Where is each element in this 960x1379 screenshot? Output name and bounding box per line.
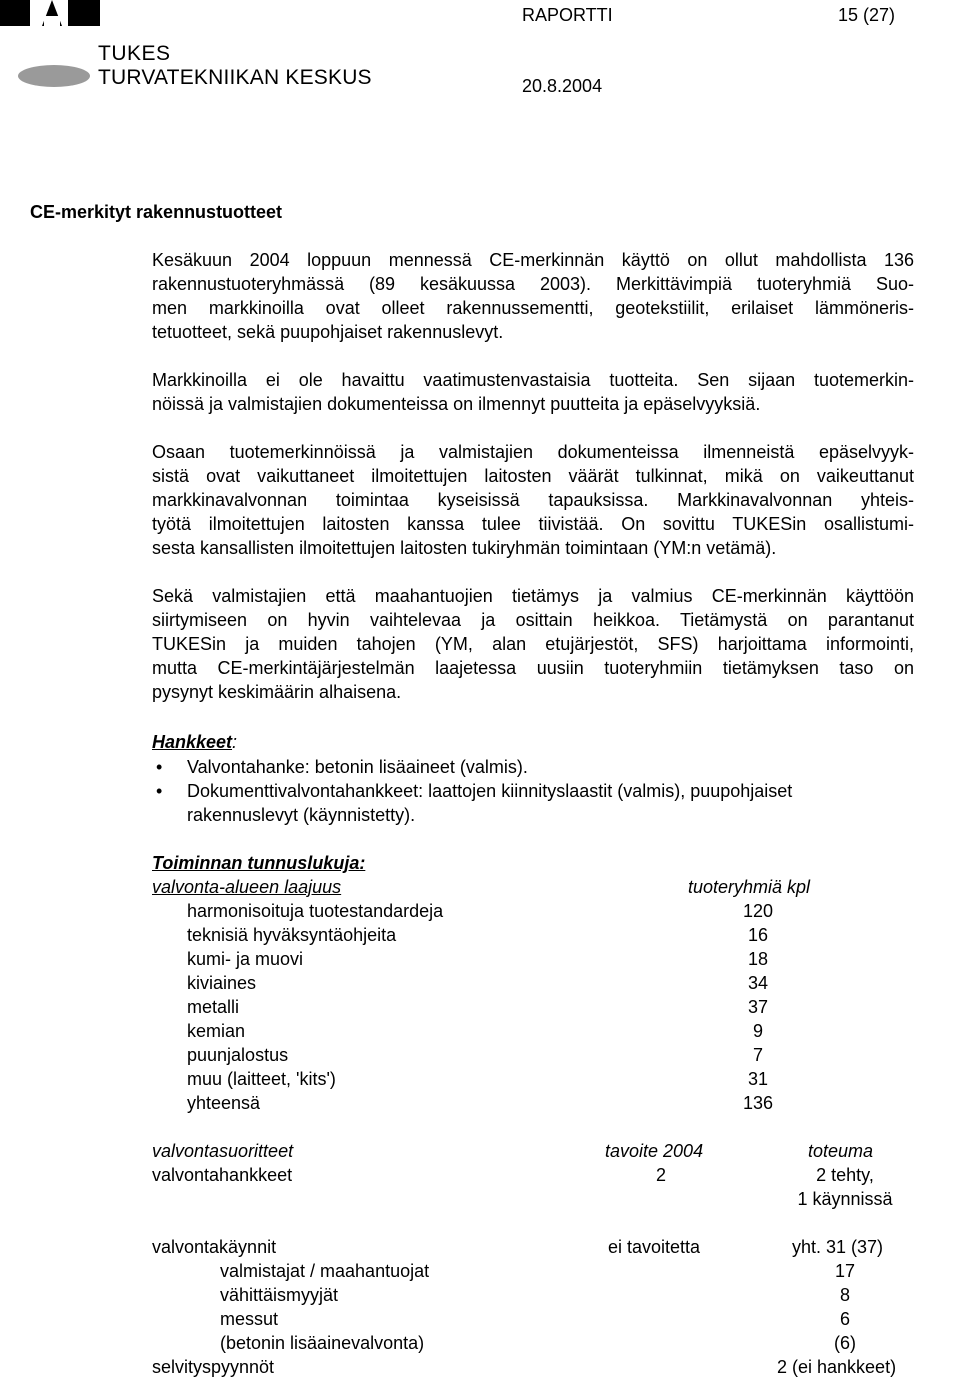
scope-row-value: 31 bbox=[747, 1069, 769, 1089]
tukes-logo-icon bbox=[0, 0, 100, 92]
text-line: rakennustuoteryhmässä (89 kesäkuussa 2003). Merkittävimpiä tuoteryhmiä Suo- bbox=[152, 274, 914, 294]
suoritteet-col1-header: valvontasuoritteet bbox=[152, 1141, 294, 1161]
scope-row-value: 120 bbox=[742, 901, 774, 921]
scope-column-header: valvonta-alueen laajuus bbox=[152, 877, 342, 897]
text-line: Sekä valmistajien että maahantuojien tietämys ja valmius CE-merkinnän käyttöön bbox=[152, 586, 914, 606]
scope-row-label: yhteensä bbox=[187, 1093, 261, 1113]
selvityspyynnot-result: 2 (ei hankkeet) bbox=[777, 1357, 897, 1377]
text-line: markkinavalvonnan toimintaa kyseisissä tapauksissa. Markkinavalvonnan yhteis- bbox=[152, 490, 914, 510]
hankkeet-heading-text: Hankkeet bbox=[152, 732, 233, 752]
visit-row-label: valmistajat / maahantuojat bbox=[220, 1261, 430, 1281]
list-item bbox=[152, 779, 914, 827]
scope-row-value: 9 bbox=[752, 1021, 763, 1041]
selvityspyynnot-label: selvityspyynnöt bbox=[152, 1357, 275, 1377]
scope-row-value: 7 bbox=[752, 1045, 763, 1065]
valvontahankkeet-label: valvontahankkeet bbox=[152, 1165, 293, 1185]
text-line: Osaan tuotemerkinnöissä ja valmistajien dokumenteissa ilmenneistä epäselvyyk- bbox=[152, 442, 914, 462]
valvontakaynnit-result: yht. 31 (37) bbox=[792, 1237, 884, 1257]
scope-row-label: metalli bbox=[187, 997, 240, 1017]
scope-row-label: puunjalostus bbox=[187, 1045, 289, 1065]
visit-row-label: vähittäismyyjät bbox=[220, 1285, 339, 1305]
tunnusluvut-heading-text: Toiminnan tunnuslukuja: bbox=[152, 853, 366, 873]
text-line: TUKESin ja muiden tahojen (YM, alan etujärjestöt, SFS) harjoittama informointi, bbox=[152, 634, 914, 654]
text-line: työtä ilmoitettujen laitosten kanssa tulee tiivistää. On sovittu TUKESin osallistumi- bbox=[152, 514, 914, 534]
count-column-header: tuoteryhmiä kpl bbox=[688, 877, 811, 897]
text-line: tetuotteet, sekä puupohjaiset rakennuslevyt. bbox=[152, 322, 504, 342]
tunnusluvut-heading bbox=[152, 851, 365, 875]
text-line: sistä ovat vaikuttaneet ilmoitettujen laitosten väärät tulkinnat, mikä on vaikeuttanut bbox=[152, 466, 914, 486]
list-item-text: Valvontahanke: betonin lisäaineet (valmis). bbox=[187, 757, 528, 777]
scope-row-value: 34 bbox=[747, 973, 769, 993]
text-line: siirtymiseen on hyvin vaihtelevaa ja osittain heikkoa. Tietämystä on parantanut bbox=[152, 610, 914, 630]
visit-row-value: 8 bbox=[839, 1285, 850, 1305]
page-number: 15 (27) bbox=[838, 5, 896, 25]
scope-row-label: kemian bbox=[187, 1021, 246, 1041]
scope-row-label: kumi- ja muovi bbox=[187, 949, 304, 969]
text-line: nöissä ja valmistajien dokumenteissa on ilmennyt puutteita ja epäselvyyksiä. bbox=[152, 394, 761, 414]
valvontahankkeet-target: 2 bbox=[655, 1165, 666, 1185]
text-line: men markkinoilla ovat olleet rakennussementti, geotekstiilit, erilaiset lämmöneris- bbox=[152, 298, 914, 318]
list-item-text: rakennuslevyt (käynnistetty). bbox=[187, 805, 416, 825]
scope-row-label: muu (laitteet, 'kits') bbox=[187, 1069, 336, 1089]
scope-row-value: 37 bbox=[747, 997, 769, 1017]
suoritteet-col3-header: toteuma bbox=[808, 1141, 874, 1161]
document-date: 20.8.2004 bbox=[522, 76, 603, 96]
scope-row-label: kiviaines bbox=[187, 973, 257, 993]
valvontahankkeet-result: 2 tehty, bbox=[816, 1165, 874, 1185]
scope-row-label: harmonisoituja tuotestandardeja bbox=[187, 901, 444, 921]
text-line: Kesäkuun 2004 loppuun mennessä CE-merkinnän käyttö on ollut mahdollista 136 bbox=[152, 250, 914, 270]
hankkeet-heading bbox=[152, 730, 237, 754]
logo-text-tukes: TUKES bbox=[98, 42, 171, 65]
logo-text-organization: TURVATEKNIIKAN KESKUS bbox=[98, 66, 372, 89]
section-title: CE-merkityt rakennustuotteet bbox=[30, 202, 283, 222]
document-type: RAPORTTI bbox=[522, 5, 613, 25]
paragraph-3 bbox=[152, 440, 914, 560]
paragraph-1 bbox=[152, 248, 914, 344]
scope-row-value: 16 bbox=[747, 925, 769, 945]
bullet-icon: • bbox=[156, 781, 163, 801]
text-line: pysynyt keskimäärin alhaisena. bbox=[152, 682, 402, 702]
scope-row-value: 18 bbox=[747, 949, 769, 969]
text-line: Markkinoilla ei ole havaittu vaatimustenvastaisia tuotteita. Sen sijaan tuotemerkin- bbox=[152, 370, 914, 390]
valvontakaynnit-label: valvontakäynnit bbox=[152, 1237, 277, 1257]
scope-row-value: 136 bbox=[742, 1093, 774, 1113]
list-item bbox=[152, 755, 914, 779]
paragraph-4 bbox=[152, 584, 914, 704]
visit-row-value: (6) bbox=[834, 1333, 856, 1353]
text-line: sesta kansallisten ilmoitettujen laitosten tukiryhmän toimintaan (YM:n vetämä). bbox=[152, 538, 777, 558]
hankkeet-heading-colon: : bbox=[232, 732, 238, 752]
hankkeet-list bbox=[152, 755, 914, 827]
visit-row-value: 17 bbox=[834, 1261, 856, 1281]
visit-row-value: 6 bbox=[839, 1309, 850, 1329]
text-line: mutta CE-merkintäjärjestelmän laajetessa uusiin tuoteryhmiin tietämyksen taso on bbox=[152, 658, 914, 678]
suoritteet-col2-header: tavoite 2004 bbox=[605, 1141, 704, 1161]
valvontakaynnit-target: ei tavoitetta bbox=[608, 1237, 701, 1257]
bullet-icon: • bbox=[156, 757, 163, 777]
visit-row-label: (betonin lisäainevalvonta) bbox=[220, 1333, 425, 1353]
visit-row-label: messut bbox=[220, 1309, 279, 1329]
list-item-text: Dokumenttivalvontahankkeet: laattojen kiinnityslaastit (valmis), puupohjaiset bbox=[187, 781, 793, 801]
scope-row-label: teknisiä hyväksyntäohjeita bbox=[187, 925, 397, 945]
paragraph-2 bbox=[152, 368, 914, 416]
valvontahankkeet-result-2: 1 käynnissä bbox=[797, 1189, 893, 1209]
